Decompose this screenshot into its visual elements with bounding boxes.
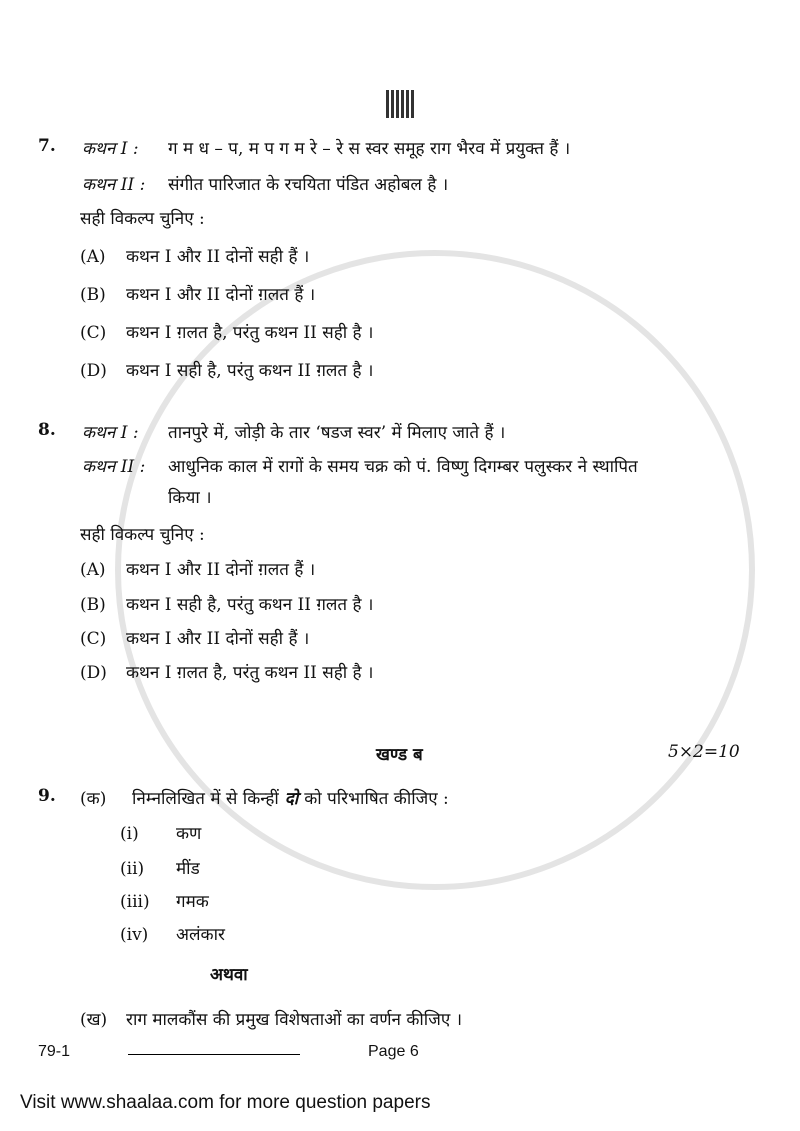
q9-item-4: (iv) अलंकार <box>120 925 225 945</box>
q7-option-c: (C) कथन I ग़लत है, परंतु कथन II सही है । <box>80 323 374 343</box>
q9-item-3: (iii) गमक <box>120 892 209 912</box>
q7-statement-1: ग म ध – प, म प ग म रे – रे स स्वर समूह राग भैरव में प्रयुक्त हैं । <box>168 139 571 159</box>
q8-prompt: सही विकल्प चुनिए : <box>80 525 205 545</box>
paper-code: 79-1 <box>38 1043 71 1060</box>
q9-part-a: (क) निम्नलिखित में से किन्हीं दो को परिभाषित कीजिए : <box>80 789 449 809</box>
q7-prompt: सही विकल्प चुनिए : <box>80 209 205 229</box>
q7-statement-2-label: कथन II : <box>82 175 146 195</box>
q7-statement-2: संगीत पारिजात के रचयिता पंडित अहोबल है । <box>168 175 449 195</box>
q7-option-a: (A) कथन I और II दोनों सही हैं । <box>80 247 310 267</box>
q8-statement-2-row <box>82 454 638 508</box>
q8-option-d: (D) कथन I ग़लत है, परंतु कथन II सही है । <box>80 663 374 683</box>
q8-statement-2: आधुनिक काल में रागों के समय चक्र को पं. विष्णु दिगम्बर पलुस्कर ने स्थापित <box>168 457 638 477</box>
q7-option-d: (D) कथन I सही है, परंतु कथन II ग़लत है । <box>80 361 374 381</box>
q8-statement-1: तानपुरे में, जोड़ी के तार ‘षडज स्वर’ में मिलाए जाते हैं । <box>168 423 506 443</box>
question-8-number: 8. <box>38 420 56 440</box>
q7-statement-1-label: कथन I : <box>82 139 139 159</box>
q8-statement-1-label: कथन I : <box>82 423 139 443</box>
q7-statement-1-row <box>82 136 570 159</box>
or-label: अथवा <box>210 965 248 985</box>
q8-statement-2-label: कथन II : <box>82 457 146 477</box>
q9-part-b: (ख) राग मालकौंस की प्रमुख विशेषताओं का वर्णन कीजिए । <box>80 1010 463 1030</box>
q8-statement-2-cont: किया । <box>168 488 212 508</box>
visit-link[interactable]: Visit www.shaalaa.com for more question papers <box>20 1092 431 1113</box>
footer-rule <box>128 1054 300 1055</box>
q9-item-1: (i) कण <box>120 824 202 844</box>
question-7-number: 7. <box>38 136 56 156</box>
section-title: खण्ड ब <box>376 745 423 765</box>
q8-option-b: (B) कथन I सही है, परंतु कथन II ग़लत है । <box>80 595 374 615</box>
page-number: Page 6 <box>368 1043 419 1060</box>
q8-statement-1-row <box>82 420 505 443</box>
q7-option-b: (B) कथन I और II दोनों ग़लत हैं । <box>80 285 316 305</box>
q8-option-a: (A) कथन I और II दोनों ग़लत हैं । <box>80 560 316 580</box>
qr-code-icon <box>386 90 414 118</box>
question-9-number: 9. <box>38 786 56 806</box>
section-marks: 5×2=10 <box>668 742 740 762</box>
q8-option-c: (C) कथन I और II दोनों सही हैं । <box>80 629 310 649</box>
q9-item-2: (ii) मींड <box>120 859 200 879</box>
q7-statement-2-row <box>82 172 448 195</box>
